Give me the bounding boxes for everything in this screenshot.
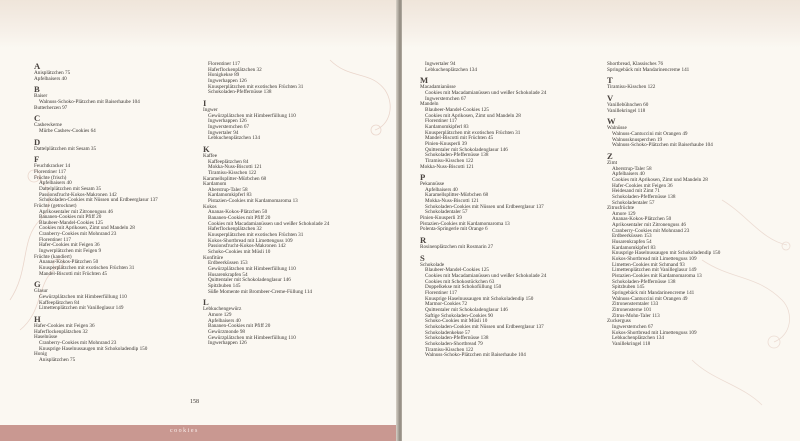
index-entry: Shortbread, Klassisches 76 xyxy=(607,61,664,67)
index-entry: Mokka-Nuss-Biscotti 121 xyxy=(208,164,262,171)
index-section-letter: W xyxy=(607,116,616,127)
index-entry: Schokoladen-Cookies mit Nüssen und Erdbeerglasur 137 xyxy=(425,323,544,330)
index-entry: Aprikosentaler mit Zitronenguss 46 xyxy=(39,208,113,215)
index-entry: Ingwerplätzchen mit Feigen 9 xyxy=(39,248,102,255)
index-entry: Spitzbuben 145 xyxy=(612,284,645,291)
index-entry: Kardamomkipferl 83 xyxy=(425,123,469,130)
index-entry: Ingwertaler 94 xyxy=(425,61,456,67)
index-section-letter: V xyxy=(607,92,614,103)
index-entry: Glasur xyxy=(34,288,48,295)
index-entry: Süße Momente mit Brombeer-Creme-Füllung 114 xyxy=(208,288,313,295)
index-entry: Baiser xyxy=(34,93,48,100)
index-entry: Früchte (getrocknet) xyxy=(34,202,77,209)
index-entry: Haferflockenplätzchen 32 xyxy=(208,226,262,233)
index-entry: Haferflockenplätzchen 32 xyxy=(34,328,88,335)
index-entry: Schokoladen-Cookies mit Nüssen und Erdbeerglasur 137 xyxy=(39,197,158,204)
index-entry: Pistazien-Cookies mit Kardamomaroma 13 xyxy=(420,220,510,227)
index-entry: Marmor-Cookies 72 xyxy=(425,301,468,308)
index-entry: Walnuss-Schoko-Plätzchen mit Baiserhaube 104 xyxy=(612,142,713,149)
index-entry: Ananas-Kokos-Plätzchen 50 xyxy=(208,209,268,216)
index-entry: Ingwer xyxy=(203,106,218,113)
index-entry: Springebäck mit Mandarinencreme 141 xyxy=(612,290,695,296)
index-entry: Zitrus-Mohn-Taler 113 xyxy=(612,312,660,319)
index-entry: Zitrusfrüchte xyxy=(607,205,635,212)
index-entry: Kaffee xyxy=(203,152,218,159)
index-entry: Haferflockenplätzchen 32 xyxy=(208,66,262,73)
index-entry: Vanillekringel 118 xyxy=(607,107,646,114)
index-entry: Ingwerhappen 126 xyxy=(208,118,247,125)
index-entry: Lebkuchenplätzchen 134 xyxy=(612,335,664,342)
index-entry: Mokka-Nuss-Biscotti 121 xyxy=(420,163,474,170)
index-entry: Husarenkrapfen 54 xyxy=(612,239,652,246)
index-entry: Cookies mit Macadamianüssen und weißer Schokolade 24 xyxy=(208,220,330,227)
index-section-letter: G xyxy=(34,279,41,290)
index-entry: Vanillebühnchen 60 xyxy=(607,101,649,108)
index-entry: Knusprige Haselnussaugen mit Schokoladendip 150 xyxy=(39,345,148,352)
index-section-letter: I xyxy=(203,97,207,108)
index-entry: Gewürzplätzchen mit Himbeerfüllung 110 xyxy=(39,294,127,301)
index-column-3 xyxy=(420,62,605,359)
index-entry: Blaubeer-Mandel-Cookies 125 xyxy=(425,267,490,274)
index-section-letter: Z xyxy=(607,150,613,161)
index-entry: Hafer-Cookies mit Feigen 36 xyxy=(39,242,100,249)
index-entry: Dattelplätzchen mit Sesam 35 xyxy=(34,145,97,152)
index-entry: Pinien-Knusperli 39 xyxy=(420,215,462,222)
index-entry: Vanillekringel 118 xyxy=(612,340,651,347)
right-page xyxy=(402,0,800,441)
index-entry: Schokoladentaler 57 xyxy=(425,209,468,216)
index-entry: Ananas-Kokos-Plätzchen 50 xyxy=(612,216,672,223)
index-entry: Lebkuchenplätzchen 134 xyxy=(208,135,260,142)
index-entry: Kardamomkipferl 83 xyxy=(612,244,656,251)
index-section-letter: B xyxy=(34,84,40,95)
index-entry: Tiramisu-Kisschen 122 xyxy=(425,157,474,164)
index-entry: Tiramisu-Kisschen 122 xyxy=(607,84,656,91)
index-entry: Kaffeeplätzchen 84 xyxy=(39,299,80,306)
index-entry: Mokka-Nuss-Biscotti 121 xyxy=(425,198,479,205)
index-entry: Schokoladen-Pfeffernüsse 138 xyxy=(425,152,489,159)
index-entry: Bananen-Cookies mit Pfiff 20 xyxy=(39,214,102,221)
index-entry: Schokoladen-Pfeffernüsse 138 xyxy=(425,335,489,342)
index-entry: Quittentaler mit Schokoladenglasur 146 xyxy=(208,277,291,284)
footer-title: cookies xyxy=(170,428,199,434)
index-section-letter: D xyxy=(34,136,41,147)
index-entry: Florentiner 117 xyxy=(425,290,457,296)
index-entry: Kardamom xyxy=(203,181,227,188)
index-entry: Cookies mit Macadamianüssen und weißer Schokolade 24 xyxy=(425,89,547,96)
index-entry: Saftige Schokoladen-Cookies 90 xyxy=(425,312,494,319)
index-entry: Quittentaler mit Schokoladenglasur 146 xyxy=(425,146,508,153)
index-entry: Zitronensterne 101 xyxy=(612,306,652,313)
index-entry: Gewürzplätzchen mit Himbeerfüllung 110 xyxy=(208,112,296,119)
index-entry: Konfitüre xyxy=(203,254,224,261)
index-entry: Pinien-Knusperli 39 xyxy=(425,140,467,147)
index-entry: Passionsfrucht-Kokos-Makronen 142 xyxy=(39,191,117,198)
index-entry: Apfelbaisers 40 xyxy=(34,75,67,82)
index-entry: Ingwerhappen 126 xyxy=(208,340,247,347)
index-entry: Karamellsplitter-Mürbchen 68 xyxy=(425,192,489,199)
index-entry: Aberstrup-Taler 58 xyxy=(208,186,248,193)
index-entry: Feuchtkracker 14 xyxy=(34,163,71,170)
index-entry: Walnussknusperchen 19 xyxy=(612,136,663,143)
index-entry: Florentiner 117 xyxy=(208,61,240,67)
index-entry: Mandel-Biscotti mit Früchten 45 xyxy=(425,135,494,142)
index-entry: Kokos xyxy=(203,203,217,210)
index-entry: Cranberry-Cookies mit Mohnrand 23 xyxy=(612,227,690,234)
index-entry: Schokoladen-Pfeffernüsse 138 xyxy=(612,193,676,200)
index-entry: Zitronensterntaler 133 xyxy=(612,301,659,308)
index-entry: Lebkuchengewürz xyxy=(203,306,242,313)
index-entry: Kardamomkipferl 83 xyxy=(208,192,252,199)
index-entry: Schokoladen-Pfeffernüsse 138 xyxy=(612,278,676,285)
index-entry: Tiramisu-Kisschen 122 xyxy=(208,169,257,176)
index-section-letter: T xyxy=(607,75,613,86)
index-column-2 xyxy=(203,62,383,347)
index-entry: Zimt xyxy=(607,159,618,166)
index-entry: Anisplätzchen 75 xyxy=(34,70,71,76)
index-section-letter: S xyxy=(420,252,425,263)
index-entry: Cranberry-Cookies mit Mohnrand 23 xyxy=(39,231,117,238)
index-entry: Anisplätzchen 75 xyxy=(39,356,76,363)
index-entry: Walnuss-Cantuccini mit Orangen 49 xyxy=(612,130,688,137)
index-entry: Blaubeer-Mandel-Cookies 125 xyxy=(39,219,104,226)
index-entry: Erdbeerküssen 153 xyxy=(612,233,652,240)
index-column-4 xyxy=(607,62,792,348)
index-entry: Schoko-Cookies mit Müsli 10 xyxy=(208,249,271,256)
index-entry: Bananen-Cookies mit Pfiff 20 xyxy=(208,215,271,222)
index-entry: Hafer-Cookies mit Feigen 36 xyxy=(34,323,95,329)
index-entry: Knusprige Haselnussaugen mit Schokoladendip 150 xyxy=(612,250,721,257)
index-entry: Ingwertaler 94 xyxy=(208,129,239,136)
index-entry: Ingwersternchen 67 xyxy=(425,95,467,102)
index-entry: Bananen-Cookies mit Pfiff 20 xyxy=(208,323,271,330)
index-entry: Limetten-Cookies mit Schmand 93 xyxy=(612,261,685,268)
index-entry: Früchte (frisch) xyxy=(34,174,67,181)
index-entry: Früchte (kandiert) xyxy=(34,253,72,260)
index-entry: Quittentaler mit Schokoladenglasur 146 xyxy=(425,306,508,313)
index-entry: Aberstrup-Taler 58 xyxy=(612,165,652,172)
index-entry: Zuckerguss xyxy=(607,318,631,325)
index-entry: Apfelbaisers 40 xyxy=(425,186,458,193)
index-entry: Gewürzplätzchen mit Himbeerfüllung 110 xyxy=(208,266,296,272)
index-entry: Passionsfrucht-Kokos-Makronen 142 xyxy=(208,243,286,250)
page-number: 158 xyxy=(190,399,199,405)
index-section-letter: K xyxy=(203,143,210,154)
index-entry: Cranberry-Cookies mit Mohnrand 23 xyxy=(39,339,117,346)
index-entry: Ingwerhappen 126 xyxy=(208,77,247,84)
index-entry: Knusperplätzchen mit exotischen Früchten 31 xyxy=(208,232,304,239)
index-entry: Amore 129 xyxy=(208,311,232,318)
index-entry: Kokos-Shortbread mit Limettenguss 109 xyxy=(612,329,697,336)
index-entry: Florentiner 117 xyxy=(34,168,66,175)
index-entry: Schokoladenkekse 57 xyxy=(425,329,471,336)
index-entry: Gewürzplätzchen mit Himbeerfüllung 110 xyxy=(208,334,296,341)
index-entry: Aprikosentaler mit Zitronenguss 46 xyxy=(612,222,686,229)
index-entry: Rosinenplätzchen mit Rosmarin 27 xyxy=(420,244,494,251)
index-entry: Cookies mit Aprikosen, Zimt und Mandeln 28 xyxy=(612,176,708,183)
index-entry: Gewürzmonde 98 xyxy=(208,328,246,335)
index-entry: Cookies mit Aprikosen, Zimt und Mandeln 28 xyxy=(39,225,135,232)
index-entry: Honig xyxy=(34,351,47,358)
index-entry: Karamellsplitter-Mürbchen 68 xyxy=(203,175,267,182)
index-section-letter: H xyxy=(34,314,41,324)
index-entry: Spitzbuben 145 xyxy=(208,282,241,289)
index-entry: Lebkuchenplätzchen 134 xyxy=(425,66,477,73)
index-entry: Apfelbaisers 40 xyxy=(208,317,241,324)
index-entry: Limettenplätzchen mit Vanilleglasur 149 xyxy=(612,267,697,274)
index-entry: Dattelplätzchen mit Sesam 35 xyxy=(39,185,102,192)
index-entry: Walnüsse xyxy=(607,125,627,132)
index-entry: Schokolade xyxy=(420,261,445,268)
index-entry: Apfelbaisers 40 xyxy=(612,171,645,178)
index-entry: Mandel-Biscotti mit Früchten 45 xyxy=(39,270,108,277)
index-section-letter: F xyxy=(34,154,40,165)
index-entry: Blaubeer-Mandel-Cookies 125 xyxy=(425,106,490,113)
index-entry: Erdbeerküssen 153 xyxy=(208,260,248,267)
index-entry: Knusperplätzchen mit exotischen Früchten 31 xyxy=(39,265,135,272)
index-entry: Doppelkekse mit Schokofüllung 150 xyxy=(425,284,502,291)
index-entry: Husarenkrapfen 54 xyxy=(208,271,248,278)
index-entry: Schokoladen-Shortbread 79 xyxy=(425,340,483,347)
index-section-letter: P xyxy=(420,172,426,183)
index-entry: Walnuss-Cantuccini mit Orangen 49 xyxy=(612,295,688,302)
index-entry: Haselnüsse xyxy=(34,334,58,341)
index-entry: Ananas-Kokos-Plätzchen 50 xyxy=(39,259,99,266)
index-section-letter: R xyxy=(420,235,427,246)
index-entry: Butterherzen 97 xyxy=(34,104,68,111)
index-entry: Kokos-Shortbread mit Limettenguss 109 xyxy=(208,237,293,244)
index-entry: Limettenplätzchen mit Vanilleglasur 149 xyxy=(39,305,124,312)
index-entry: Florentiner 117 xyxy=(425,118,457,125)
index-entry: Cookies mit Aprikosen, Zimt und Mandeln 28 xyxy=(425,112,521,119)
index-entry: Pistazien-Cookies mit Kardamomaroma 13 xyxy=(208,198,298,205)
index-entry: Schoko-Cookies mit Müsli 10 xyxy=(425,318,488,325)
index-entry: Ingwersternchen 67 xyxy=(208,123,250,130)
index-section-letter: L xyxy=(203,297,209,308)
index-entry: Schokoladen-Cookies mit Nüssen und Erdbeerglasur 137 xyxy=(425,203,544,210)
index-entry: Schokoladentaler 57 xyxy=(612,199,655,206)
index-section-letter: C xyxy=(34,113,41,124)
index-entry: Cookies mit Schokostückchen 63 xyxy=(425,278,495,285)
index-entry: Schokoladen-Pfeffernüsse 138 xyxy=(208,89,272,96)
index-entry: Kaffeeplätzchen 84 xyxy=(208,158,249,165)
index-column-1 xyxy=(34,62,200,364)
index-entry: Cookies mit Macadamianüssen und weißer Schokolade 24 xyxy=(425,273,547,280)
index-entry: Knusprige Haselnussaugen mit Schokoladendip 150 xyxy=(425,295,534,302)
index-entry: Mürbe Cashew-Cookies 64 xyxy=(39,127,96,134)
index-entry: Hafer-Cookies mit Feigen 36 xyxy=(612,182,673,189)
index-entry: Heidesand mit Zimt 71 xyxy=(612,188,660,195)
left-page xyxy=(0,0,398,441)
index-entry: Walnuss-Schoko-Plätzchen mit Baiserhaube 104 xyxy=(425,352,526,359)
index-entry: Knusperplätzchen mit exotischen Früchten 31 xyxy=(425,129,521,136)
index-entry: Macadamianüsse xyxy=(420,84,456,91)
index-entry: Kokos-Shortbread mit Limettenguss 109 xyxy=(612,256,697,263)
index-entry: Honigkekse 89 xyxy=(208,72,240,79)
index-section-letter: M xyxy=(420,75,429,86)
index-entry: Pekannüsse xyxy=(420,181,445,188)
footer-band xyxy=(0,425,398,441)
index-entry: Cashewkerne xyxy=(34,122,62,129)
index-entry: Florentiner 117 xyxy=(39,236,71,243)
index-entry: Amore 129 xyxy=(612,210,636,217)
index-entry: Apfelbaisers 40 xyxy=(39,180,72,187)
index-entry: Mandeln xyxy=(420,101,439,108)
index-entry: Ingwersternchen 67 xyxy=(612,323,654,330)
index-entry: Springebäck mit Mandarinencreme 141 xyxy=(607,66,690,73)
index-entry: Pistazien-Cookies mit Kardamomaroma 13 xyxy=(612,273,702,280)
index-entry: Walnuss-Schoko-Plätzchen mit Baiserhaube 104 xyxy=(39,98,140,105)
index-entry: Polenta-Springerle mit Orange 6 xyxy=(420,226,488,233)
index-entry: Tiramisu-Kisschen 122 xyxy=(425,346,474,353)
index-entry: Knusperplätzchen mit exotischen Früchten 31 xyxy=(208,83,304,90)
index-section-letter: A xyxy=(34,61,41,71)
